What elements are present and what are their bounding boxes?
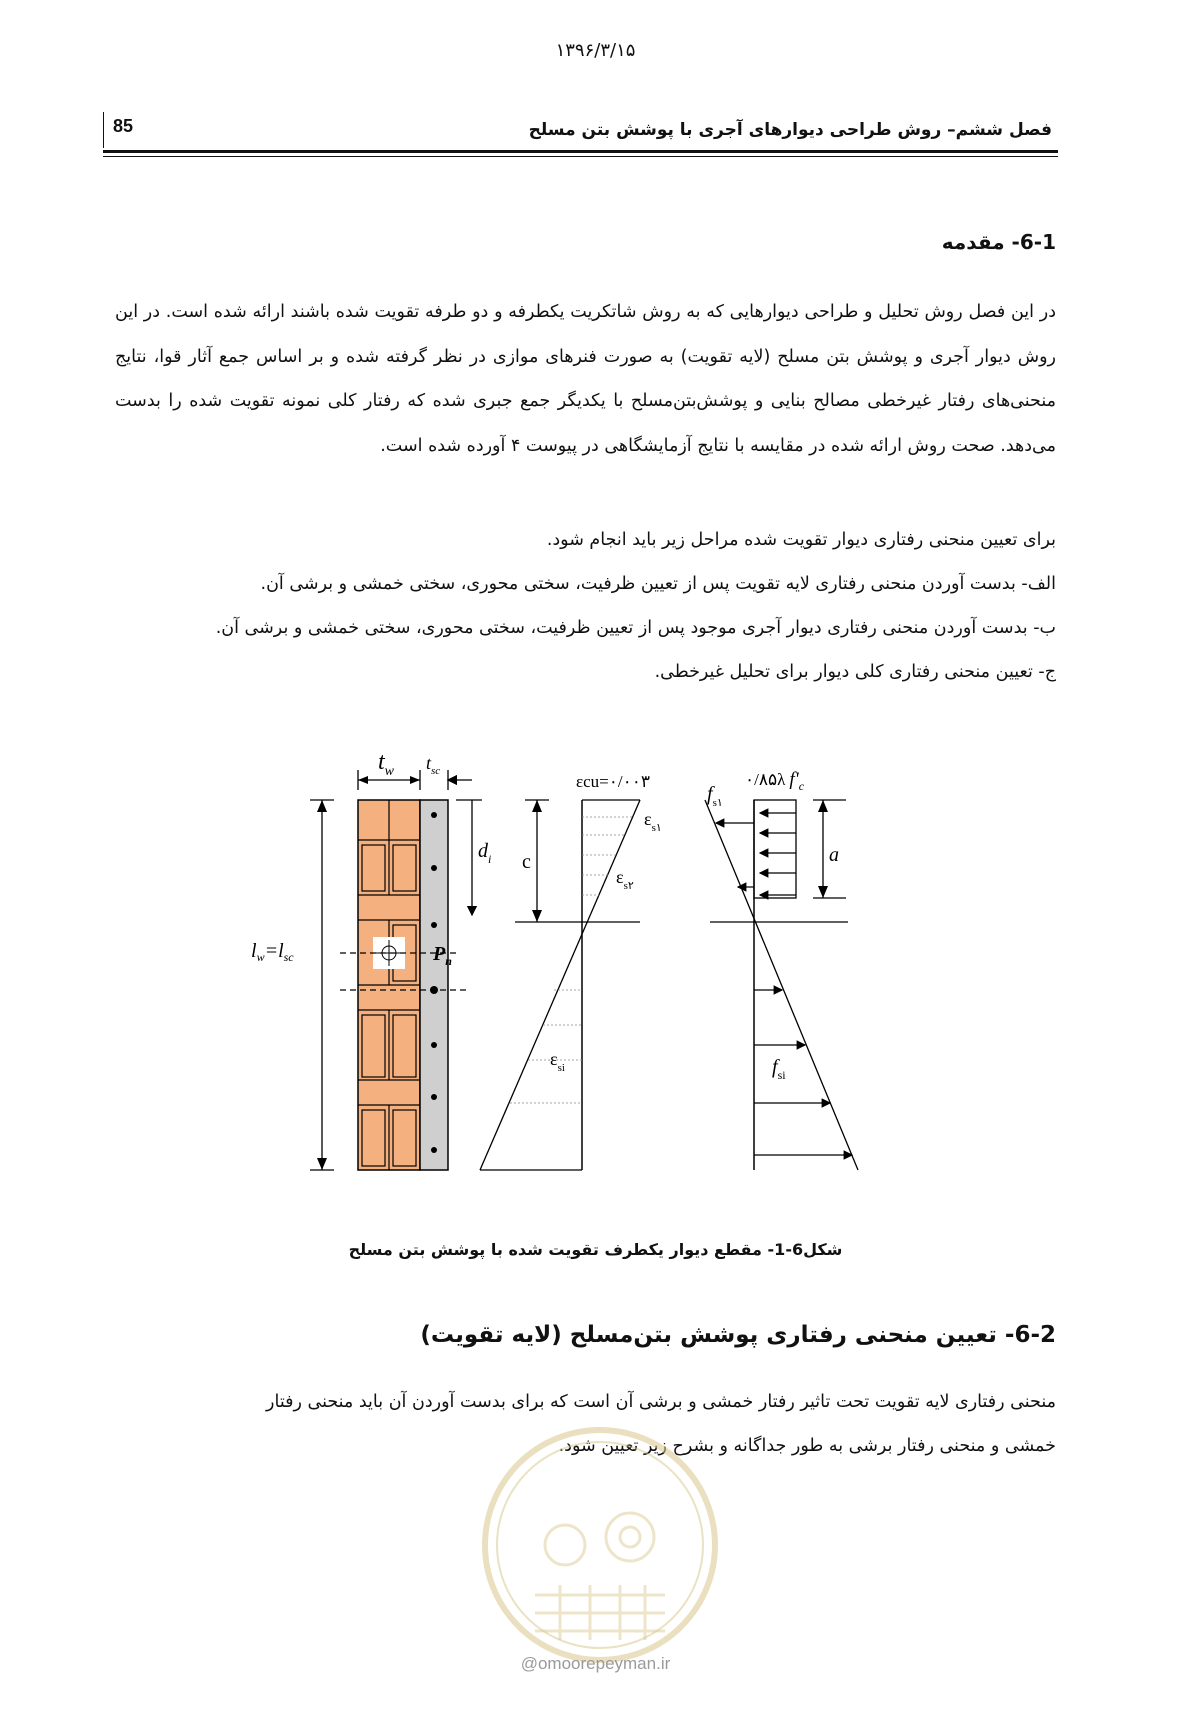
section2-line2: خمشی و منحنی رفتار برشی به طور جداگانه و بشرح زیر تعیین شود. (558, 1436, 1056, 1456)
header-rule (103, 150, 1058, 153)
esi-label: $\varepsilon_{si}$ (550, 1049, 565, 1074)
tw-label: $t_w$ (378, 749, 395, 779)
wall-section-figure (251, 735, 940, 1215)
procedure-intro: برای تعیین منحنی رفتاری دیوار تقویت شده مراحل زیر باید انجام شود. (546, 530, 1056, 550)
lw-label: $l_w=l_{sc}$ (251, 940, 294, 964)
a-label: a (829, 844, 839, 866)
running-header (103, 112, 1058, 152)
step-b: ب- بدست آوردن منحنی رفتاری دیوار آجری موجود پس از تعیین ظرفیت، سختی محوری، سختی خمشی و برشی آن. (215, 618, 1056, 638)
fs1-label: $f_{s۱}$ (707, 783, 723, 809)
section-heading-reinforcement: 6-2- تعیین منحنی رفتاری پوشش بتن‌مسلح (لایه تقویت) (420, 1322, 1056, 1348)
page-number: 85 (113, 116, 134, 136)
figure-caption: شکل6-1- مقطع دیوار یکطرف تقویت شده با پوشش بتن مسلح (348, 1240, 843, 1259)
print-date: ۱۳۹۶/۳/۱۵ (555, 40, 636, 61)
chapter-title: فصل ششم– روش طراحی دیوارهای آجری با پوشش بتن مسلح (528, 120, 1052, 140)
strain-diagram (480, 772, 662, 1170)
watermark-seal (480, 1425, 720, 1725)
fsi-label: $f_{si}$ (772, 1056, 786, 1082)
es2-label: $\varepsilon_{s۲}$ (616, 867, 634, 892)
header-rule-thin (103, 156, 1058, 157)
tsc-label: $t_{sc}$ (426, 753, 441, 777)
fc-label: ۰/۸۵λ $f'_c$ (745, 769, 805, 793)
section2-line1: منحنی رفتاری لایه تقویت تحت تاثیر رفتار خمشی و برشی آن است که برای بدست آوردن آن باید منحنی رفتار (266, 1392, 1056, 1412)
concrete-layer (420, 800, 448, 1170)
page-number-divider (103, 112, 104, 148)
di-label: $d_i$ (478, 840, 492, 866)
figure-drawing (251, 735, 940, 1215)
watermark-url: @omoorepeyman.ir (520, 1654, 671, 1673)
es1-label: $\varepsilon_{s۱}$ (644, 809, 662, 834)
step-c: ج- تعیین منحنی رفتاری کلی دیوار برای تحلیل غیرخطی. (654, 662, 1056, 682)
pn-label: $P_n$ (433, 943, 452, 968)
c-label: c (522, 851, 531, 873)
ecu-label: εcu=۰/۰۰۳ (576, 772, 651, 791)
intro-paragraph: در این فصل روش تحلیل و طراحی دیوارهایی که به روش شاتکریت یکطرفه و دو طرفه تقویت شده باشند ارائه شده است. در این روش دیوار آجری و پوشش بتن مسلح (لایه تقویت) به صورت فنرهای موازی در نظر گرفته شده و بر اساس جمع آثار قوا، نتایج منحنی‌های رفتار غیرخطی مصالح بنایی و پوشش‌بتن‌مسلح با یکدیگر جمع جبری شده که رفتار کلی نمونه تقویت شده را بدست می‌دهد. صحت روش ارائه شده در مقایسه با نتایج آزمایشگاهی در پیوست ۴ آورده شده است. (115, 302, 1056, 456)
section-heading-intro: 6-1- مقدمه (941, 230, 1056, 254)
stress-diagram (705, 769, 858, 1170)
step-a: الف- بدست آوردن منحنی رفتاری لایه تقویت پس از تعیین ظرفیت، سختی محوری، سختی خمشی و برشی آن. (260, 574, 1056, 594)
